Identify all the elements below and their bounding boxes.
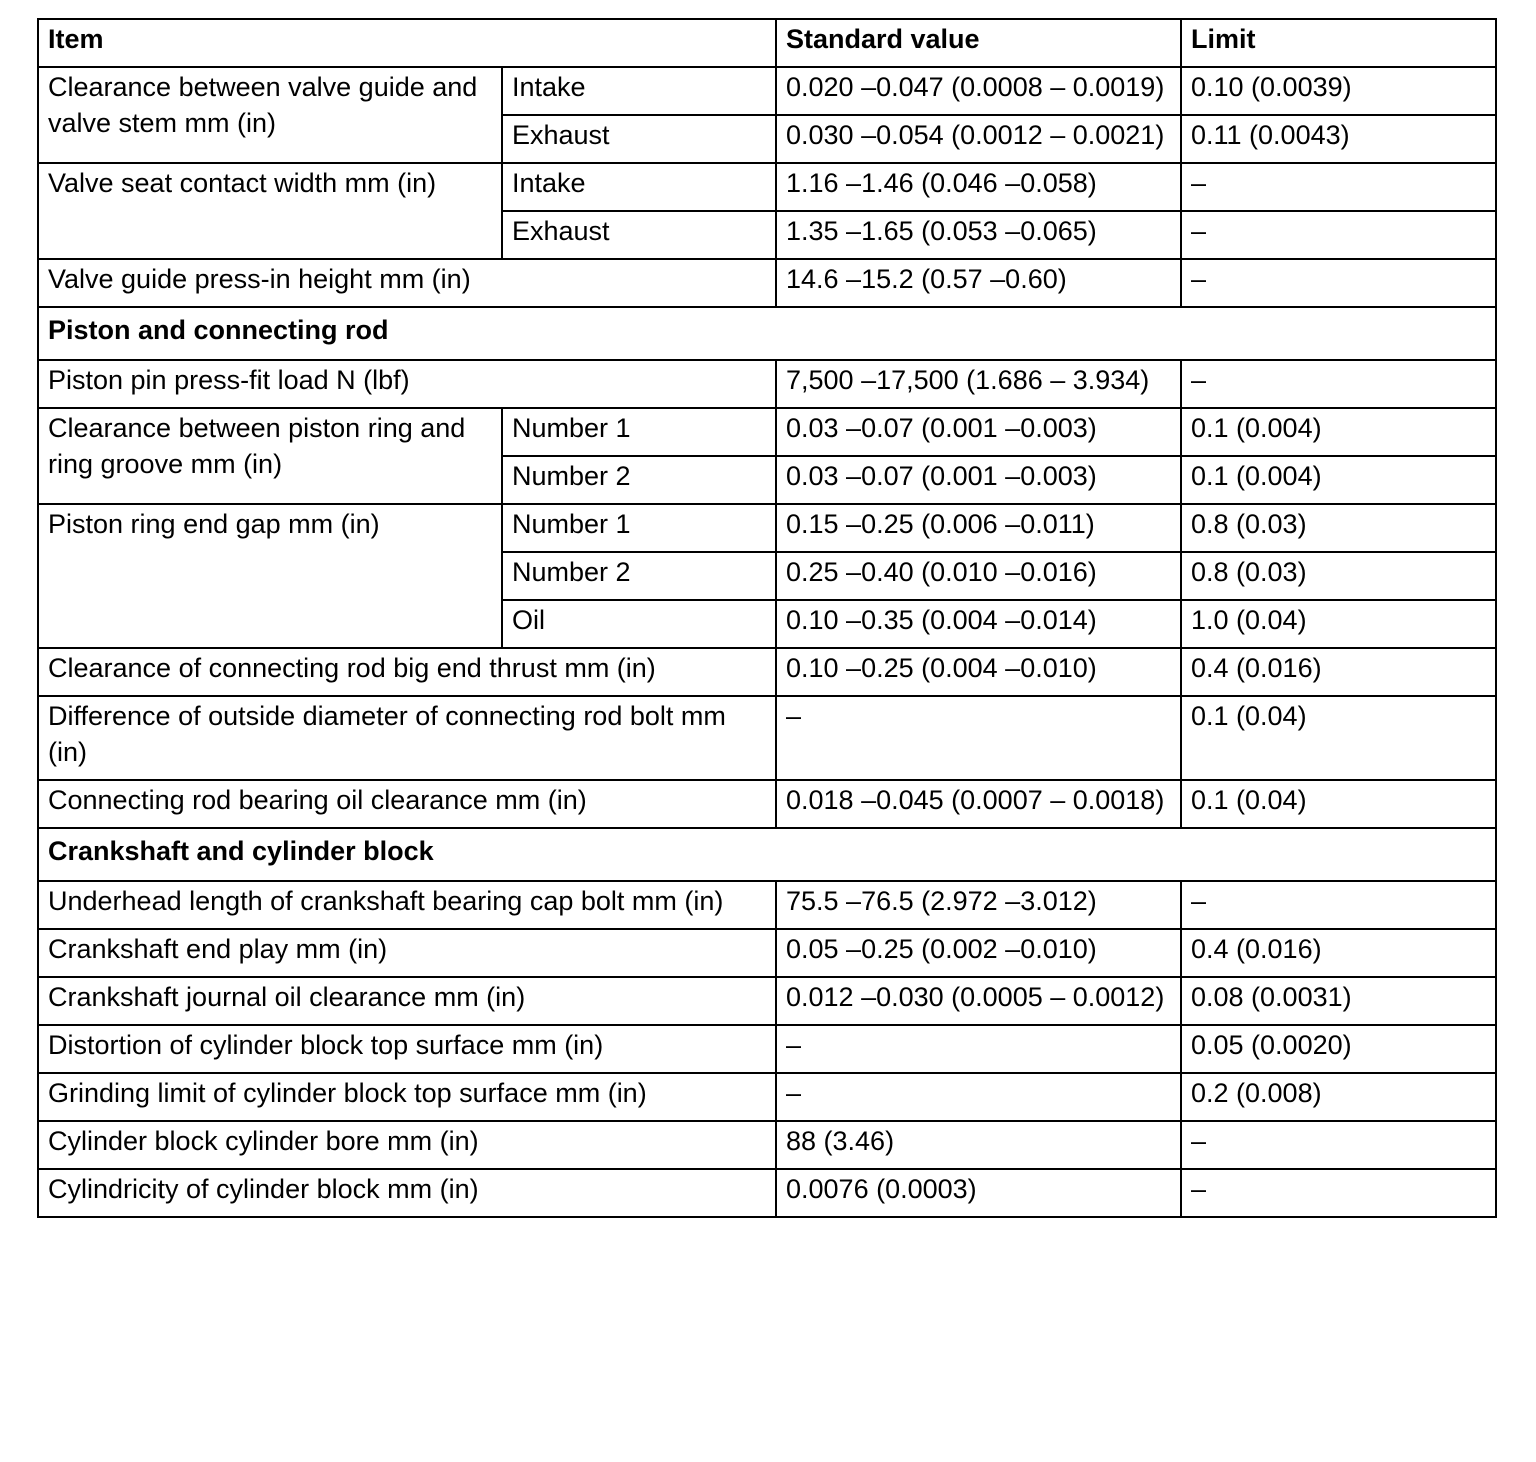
- standard-value-cell: 0.020 –0.047 (0.0008 – 0.0019): [776, 67, 1181, 115]
- table-row: [38, 780, 1496, 828]
- row-sublabel: Oil: [502, 600, 776, 648]
- limit-cell: 0.8 (0.03): [1181, 552, 1496, 600]
- section-row-piston: [38, 307, 1496, 360]
- standard-value-cell: 0.25 –0.40 (0.010 –0.016): [776, 552, 1181, 600]
- standard-value-cell: 0.012 –0.030 (0.0005 – 0.0012): [776, 977, 1181, 1025]
- row-label: Cylindricity of cylinder block mm (in): [38, 1169, 776, 1217]
- table-row: [38, 67, 1496, 115]
- standard-value-cell: –: [776, 1073, 1181, 1121]
- row-label: Clearance between valve guide and valve stem mm (in): [38, 67, 502, 163]
- specification-table: [37, 18, 1497, 1218]
- header-standard-value: Standard value: [776, 19, 1181, 67]
- limit-cell: –: [1181, 259, 1496, 307]
- table-row: [38, 929, 1496, 977]
- section-row-crankshaft: [38, 828, 1496, 881]
- limit-cell: 0.4 (0.016): [1181, 929, 1496, 977]
- row-label: Valve guide press-in height mm (in): [38, 259, 776, 307]
- limit-cell: 0.2 (0.008): [1181, 1073, 1496, 1121]
- standard-value-cell: 0.03 –0.07 (0.001 –0.003): [776, 456, 1181, 504]
- row-label: Clearance of connecting rod big end thrust mm (in): [38, 648, 776, 696]
- limit-cell: 0.4 (0.016): [1181, 648, 1496, 696]
- standard-value-cell: –: [776, 1025, 1181, 1073]
- table-row: [38, 696, 1496, 780]
- limit-cell: –: [1181, 1169, 1496, 1217]
- table-row: [38, 163, 1496, 211]
- limit-cell: 0.8 (0.03): [1181, 504, 1496, 552]
- row-label: Piston pin press-fit load N (lbf): [38, 360, 776, 408]
- limit-cell: 0.1 (0.004): [1181, 408, 1496, 456]
- table-header-row: [38, 19, 1496, 67]
- row-sublabel: Number 1: [502, 408, 776, 456]
- limit-cell: 0.08 (0.0031): [1181, 977, 1496, 1025]
- table-row: [38, 648, 1496, 696]
- row-label: Difference of outside diameter of connecting rod bolt mm (in): [38, 696, 776, 780]
- standard-value-cell: 0.10 –0.35 (0.004 –0.014): [776, 600, 1181, 648]
- standard-value-cell: 7,500 –17,500 (1.686 – 3.934): [776, 360, 1181, 408]
- row-sublabel: Exhaust: [502, 211, 776, 259]
- table-row: [38, 408, 1496, 456]
- standard-value-cell: 75.5 –76.5 (2.972 –3.012): [776, 881, 1181, 929]
- row-label: Distortion of cylinder block top surface mm (in): [38, 1025, 776, 1073]
- table-row: [38, 977, 1496, 1025]
- standard-value-cell: 0.10 –0.25 (0.004 –0.010): [776, 648, 1181, 696]
- standard-value-cell: 0.03 –0.07 (0.001 –0.003): [776, 408, 1181, 456]
- standard-value-cell: 0.018 –0.045 (0.0007 – 0.0018): [776, 780, 1181, 828]
- limit-cell: 0.1 (0.04): [1181, 696, 1496, 780]
- limit-cell: 0.1 (0.04): [1181, 780, 1496, 828]
- row-sublabel: Number 1: [502, 504, 776, 552]
- row-label: Crankshaft journal oil clearance mm (in): [38, 977, 776, 1025]
- header-item: Item: [38, 19, 776, 67]
- standard-value-cell: 1.16 –1.46 (0.046 –0.058): [776, 163, 1181, 211]
- limit-cell: –: [1181, 211, 1496, 259]
- row-sublabel: Number 2: [502, 552, 776, 600]
- limit-cell: 0.10 (0.0039): [1181, 67, 1496, 115]
- row-label: Crankshaft end play mm (in): [38, 929, 776, 977]
- row-sublabel: Intake: [502, 67, 776, 115]
- table-row: [38, 1169, 1496, 1217]
- row-label: Cylinder block cylinder bore mm (in): [38, 1121, 776, 1169]
- standard-value-cell: 0.0076 (0.0003): [776, 1169, 1181, 1217]
- limit-cell: –: [1181, 163, 1496, 211]
- table-row: [38, 1121, 1496, 1169]
- table-row: [38, 881, 1496, 929]
- limit-cell: 0.11 (0.0043): [1181, 115, 1496, 163]
- standard-value-cell: 1.35 –1.65 (0.053 –0.065): [776, 211, 1181, 259]
- row-sublabel: Exhaust: [502, 115, 776, 163]
- row-sublabel: Intake: [502, 163, 776, 211]
- standard-value-cell: 0.15 –0.25 (0.006 –0.011): [776, 504, 1181, 552]
- section-heading: Piston and connecting rod: [38, 307, 1496, 360]
- table-row: [38, 504, 1496, 552]
- limit-cell: –: [1181, 881, 1496, 929]
- table-row: [38, 259, 1496, 307]
- table-row: [38, 1025, 1496, 1073]
- standard-value-cell: 0.05 –0.25 (0.002 –0.010): [776, 929, 1181, 977]
- standard-value-cell: 0.030 –0.054 (0.0012 – 0.0021): [776, 115, 1181, 163]
- limit-cell: 1.0 (0.04): [1181, 600, 1496, 648]
- limit-cell: –: [1181, 1121, 1496, 1169]
- row-label: Connecting rod bearing oil clearance mm (in): [38, 780, 776, 828]
- limit-cell: 0.05 (0.0020): [1181, 1025, 1496, 1073]
- row-label: Piston ring end gap mm (in): [38, 504, 502, 648]
- table-row: [38, 1073, 1496, 1121]
- row-label: Grinding limit of cylinder block top surface mm (in): [38, 1073, 776, 1121]
- table-row: [38, 360, 1496, 408]
- row-sublabel: Number 2: [502, 456, 776, 504]
- row-label: Clearance between piston ring and ring groove mm (in): [38, 408, 502, 504]
- limit-cell: 0.1 (0.004): [1181, 456, 1496, 504]
- standard-value-cell: 14.6 –15.2 (0.57 –0.60): [776, 259, 1181, 307]
- row-label: Valve seat contact width mm (in): [38, 163, 502, 259]
- limit-cell: –: [1181, 360, 1496, 408]
- standard-value-cell: 88 (3.46): [776, 1121, 1181, 1169]
- row-label: Underhead length of crankshaft bearing cap bolt mm (in): [38, 881, 776, 929]
- section-heading: Crankshaft and cylinder block: [38, 828, 1496, 881]
- standard-value-cell: –: [776, 696, 1181, 780]
- header-limit: Limit: [1181, 19, 1496, 67]
